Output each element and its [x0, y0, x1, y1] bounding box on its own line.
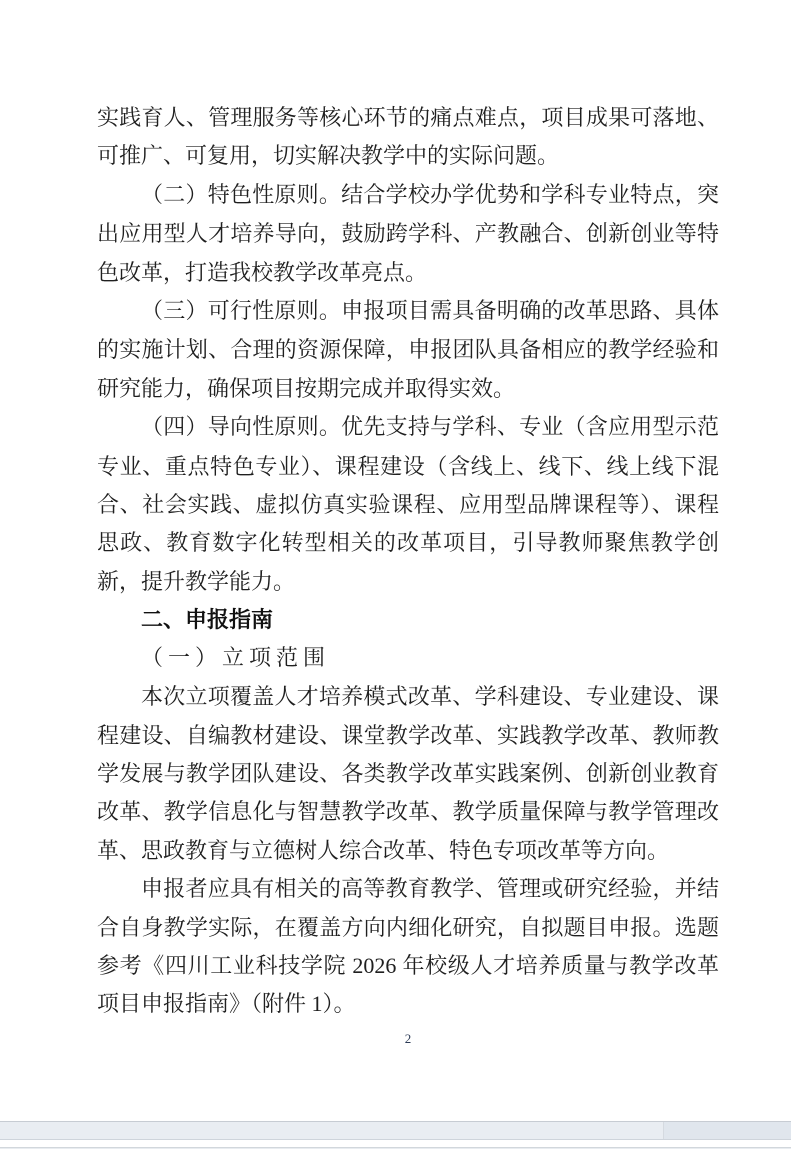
section-heading-application-guide[interactable]: 二、申报指南 [141, 607, 274, 633]
paragraph-principle-3[interactable] [97, 292, 719, 408]
paragraph-text: 申报项目需具备明确的改革思路、具体的实施计划、合理的资源保障，申报团队具备相应的教学经验和研究能力，确保项目按期完成并取得实效。 [97, 298, 719, 401]
principle-lead: （三）可行性原则。 [141, 299, 342, 325]
document-page-text[interactable] [97, 99, 719, 1024]
paragraph-text: 申报者应具有相关的高等教育教学、管理或研究经验，并结合自身教学实际，在覆盖方向内细化研究，自拟题目申报。选题参考《四川工业科技学院 2026 年校级人才培养质量与教学改革项目申报指南》（附件 1）。 [97, 876, 719, 1017]
paragraph-applicant-requirements[interactable] [97, 870, 719, 1024]
horizontal-scrollbar[interactable] [0, 1121, 791, 1140]
paragraph-principle-2[interactable] [97, 176, 719, 292]
paragraph-text: 实践育人、管理服务等核心环节的痛点难点，项目成果可落地、可推广、可复用，切实解决教学中的实际问题。 [97, 105, 719, 169]
paragraph-text: 本次立项覆盖人才培养模式改革、学科建设、专业建设、课程建设、自编教材建设、课堂教学改革、实践教学改革、教师教学发展与教学团队建设、各类教学改革实践案例、创新创业教育改革、教学信息化与智慧教学改革、教学质量保障与教学管理改革、思政教育与立德树人综合改革、特色专项改革等方向。 [97, 684, 719, 863]
paragraph-continuation[interactable] [97, 99, 719, 176]
principle-lead: （二）特色性原则。 [141, 182, 342, 208]
subsection-heading-project-scope[interactable]: （一）立项范围 [141, 645, 331, 671]
principle-lead: （四）导向性原则。 [141, 415, 342, 441]
paragraph-principle-4[interactable] [97, 408, 719, 601]
paragraph-scope[interactable] [97, 678, 719, 870]
paragraph-text: 结合学校办学优势和学科专业特点，突出应用型人才培养导向，鼓励跨学科、产教融合、创新创业等特色改革，打造我校教学改革亮点。 [97, 181, 719, 285]
paragraph-text: 优先支持与学科、专业（含应用型示范专业、重点特色专业）、课程建设（含线上、线下、线上线下混合、社会实践、虚拟仿真实验课程、应用型品牌课程等）、课程思政、教育数字化转型相关的改革项目，引导教师聚焦教学创新，提升教学能力。 [97, 414, 719, 594]
page-number: 2 [404, 1031, 412, 1046]
horizontal-scrollbar-thumb[interactable] [0, 1122, 664, 1139]
